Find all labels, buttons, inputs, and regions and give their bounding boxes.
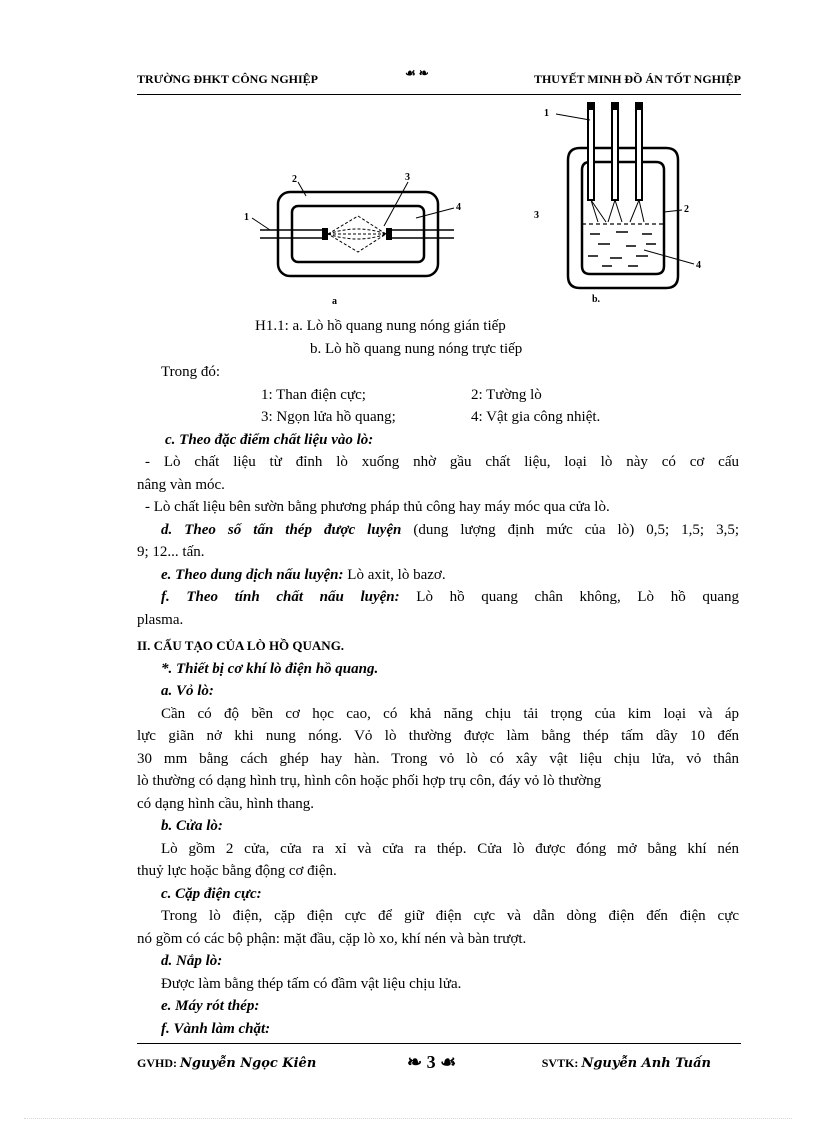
page-edge-divider bbox=[24, 1118, 792, 1119]
paragraph-vo-lo-4: lò thường có dạng hình trụ, hình côn hoặc phối hợp trụ côn, đáy vỏ lò thường bbox=[137, 773, 602, 789]
page-header bbox=[137, 68, 741, 95]
heading-nap-lo: d. Nắp lò: bbox=[161, 953, 223, 969]
header-ornament: ☙ ❧ bbox=[405, 66, 429, 80]
advisor-name: Nguyễn Ngọc Kiên bbox=[180, 1056, 317, 1071]
page-number: ❧ 3 ☙ bbox=[407, 1052, 457, 1072]
footer-student bbox=[542, 1056, 711, 1071]
header-title: THUYẾT MINH ĐỒ ÁN TỐT NGHIỆP bbox=[533, 72, 741, 86]
heading-cap-dien-cuc: c. Cặp điện cực: bbox=[161, 885, 262, 902]
header-school: TRƯỜNG ĐHKT CÔNG NGHIỆP bbox=[137, 72, 319, 86]
figure-b-caption: b. bbox=[592, 294, 601, 305]
paragraph-nap-lo: Được làm bằng thép tấm có đầm vật liệu chịu lửa. bbox=[161, 975, 462, 992]
student-label: SVTK: bbox=[541, 1056, 579, 1070]
legend-item-2: 2: Tường lò bbox=[471, 386, 542, 403]
paragraph-e bbox=[137, 564, 739, 587]
paragraph-d-rest: (dung lượng định mức của lò) 0,5; 1,5; 3,5; bbox=[401, 521, 739, 538]
figure-a-label-4: 4 bbox=[456, 202, 461, 213]
advisor-label: GVHD: bbox=[137, 1056, 177, 1070]
heading-d: d. Theo số tấn thép được luyện bbox=[161, 521, 402, 538]
figure-b-label-1: 1 bbox=[544, 108, 549, 119]
figure-b-direct-furnace bbox=[520, 100, 720, 305]
paragraph-f-rest: Lò hồ quang chân không, Lò hồ quang bbox=[399, 589, 739, 605]
paragraph-vo-lo-1: Cần có độ bền cơ học cao, có khả năng chịu tải trọng của kim loại và áp bbox=[161, 705, 739, 722]
paragraph-c2: - Lò chất liệu bên sườn bằng phương pháp thủ công hay máy móc qua cửa lò. bbox=[145, 499, 610, 515]
figure-a-label-1: 1 bbox=[244, 212, 249, 223]
paragraph-c-line2: nâng vàn móc. bbox=[137, 476, 225, 493]
heading-vanh-lam-chat: f. Vành làm chặt: bbox=[161, 1020, 271, 1037]
paragraph-d-line2: 9; 12... tấn. bbox=[137, 544, 205, 560]
figure-a-indirect-furnace bbox=[240, 170, 470, 310]
paragraph-d-line1 bbox=[137, 519, 739, 542]
figure-b-label-2: 2 bbox=[684, 204, 689, 215]
heading-cua-lo: b. Cửa lò: bbox=[161, 818, 223, 834]
subheading-equipment: *. Thiết bị cơ khí lò điện hồ quang. bbox=[161, 660, 379, 677]
paragraph-f-line1 bbox=[137, 586, 739, 609]
legend-row-1 bbox=[137, 384, 739, 407]
paragraph-cua-lo-1: Lò gồm 2 cửa, cửa ra xỉ và cửa ra thép. Cửa lò được đóng mở bằng khí nén bbox=[161, 840, 739, 857]
figure-caption-a: H1.1: a. Lò hồ quang nung nóng gián tiếp bbox=[255, 318, 506, 334]
figure-a-caption: a bbox=[332, 296, 337, 307]
heading-vo-lo: a. Vỏ lò: bbox=[161, 683, 214, 699]
figure-b-label-3: 3 bbox=[534, 210, 539, 221]
paragraph-vo-lo-5: có dạng hình cầu, hình thang. bbox=[137, 795, 315, 812]
legend-item-4: 4: Vật gia công nhiệt. bbox=[471, 409, 601, 425]
paragraph-cua-lo-2: thuỷ lực hoặc bằng động cơ điện. bbox=[137, 863, 337, 879]
figure-a-label-3: 3 bbox=[405, 172, 410, 183]
paragraph-cap-dien-cuc-2: nó gồm có các bộ phận: mặt đầu, cặp lò xo, khí nén và bàn trượt. bbox=[137, 930, 527, 947]
page-footer bbox=[137, 1043, 741, 1080]
heading-may-rot-thep: e. Máy rót thép: bbox=[161, 998, 260, 1014]
figure-caption-b: b. Lò hồ quang nung nóng trực tiếp bbox=[310, 341, 523, 357]
section-heading-2: II. CẤU TẠO CỦA LÒ HỒ QUANG. bbox=[137, 638, 345, 653]
student-name: Nguyễn Anh Tuấn bbox=[581, 1056, 711, 1071]
figure-b-label-4: 4 bbox=[696, 260, 701, 271]
legend-row-2 bbox=[137, 406, 739, 429]
paragraph-c-line1: - Lò chất liệu từ đỉnh lò xuống nhờ gầu chất liệu, loại lò này có cơ cấu bbox=[145, 454, 739, 470]
paragraph-f-line2: plasma. bbox=[137, 611, 184, 628]
paragraph-cap-dien-cuc-1: Trong lò điện, cặp điện cực để giữ điện cực và dẫn dòng điện đến điện cực bbox=[161, 908, 739, 924]
legend-intro: Trong đó: bbox=[161, 364, 221, 380]
paragraph-vo-lo-3: 30 mm bằng cách ghép hay hàn. Trong vỏ lò có xây vật liệu chịu lửa, vỏ thân bbox=[137, 750, 739, 767]
paragraph-e-rest: Lò axit, lò bazơ. bbox=[343, 566, 446, 583]
heading-c: c. Theo đặc điểm chất liệu vào lò: bbox=[165, 431, 374, 448]
document-body bbox=[137, 361, 739, 1040]
footer-advisor bbox=[137, 1056, 316, 1071]
legend-item-3: 3: Ngọn lửa hồ quang; bbox=[261, 409, 396, 425]
figure-a-label-2: 2 bbox=[292, 174, 297, 185]
paragraph-vo-lo-2: lực giãn nở khi nung nóng. Vỏ lò thường được làm bằng thép tấm dầy 10 đến bbox=[137, 728, 739, 744]
heading-f: f. Theo tính chất nấu luyện: bbox=[161, 589, 400, 605]
page-number-value: 3 bbox=[426, 1052, 436, 1072]
heading-e: e. Theo dung dịch nấu luyện: bbox=[161, 566, 344, 583]
legend-item-1: 1: Than điện cực; bbox=[261, 386, 366, 403]
